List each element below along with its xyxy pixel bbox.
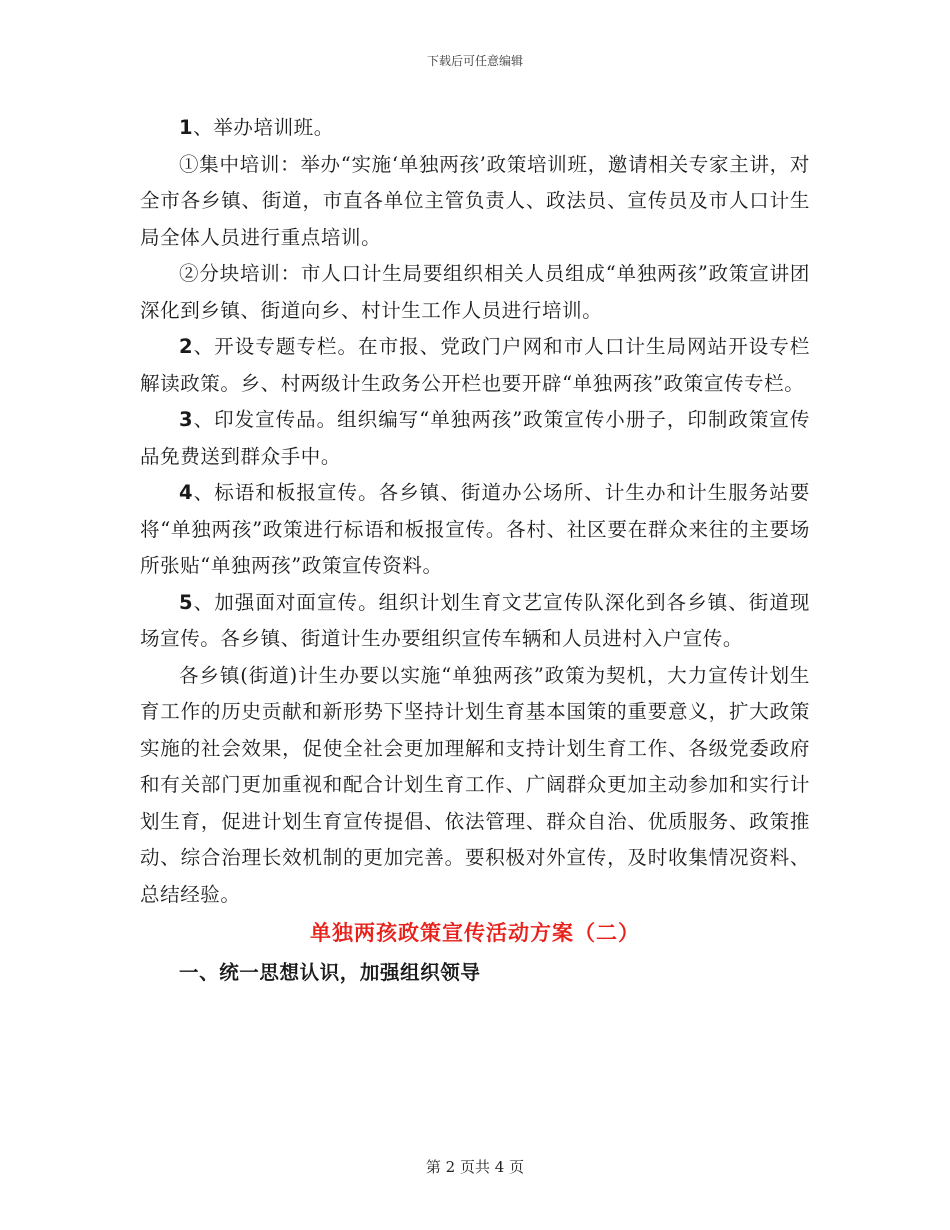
- section-title-red: 单独两孩政策宣传活动方案（二）: [310, 921, 640, 945]
- page-number: 第 2 页共 4 页: [425, 1158, 525, 1176]
- paragraph-7: [140, 585, 810, 658]
- header-note: 下载后可任意编辑: [426, 54, 523, 68]
- paragraph-text: 、标语和板报宣传。各乡镇、街道办公场所、计生办和计生服务站要将“单独两孩”政策进行标语和板报宣传。各村、社区要在群众来往的主要场所张贴“单独两孩”政策宣传资料。: [140, 481, 810, 577]
- paragraph-4: [140, 329, 810, 402]
- section-heading: 一、统一思想认识，加强组织领导: [179, 961, 481, 984]
- paragraph-1: [140, 110, 810, 147]
- item-number: 1: [179, 116, 194, 139]
- paragraph-text: 、印发宣传品。组织编写“单独两孩”政策宣传小册子，印制政策宣传品免费送到群众手中。: [140, 408, 810, 468]
- paragraph-text: 、举办培训班。: [193, 116, 334, 139]
- paragraph-8: 各乡镇(街道)计生办要以实施“单独两孩”政策为契机，大力宣传计划生育工作的历史贡献和新形势下坚持计划生育基本国策的重要意义，扩大政策实施的社会效果，促使全社会更加理解和支持计划生育工作、各级党委政府和有关部门更加重视和配合计划生育工作、广阔群众更加主动参加和实行计划生育，促进计划生育宣传提倡、依法管理、群众自治、优质服务、政策推动、综合治理长效机制的更加完善。要积极对外宣传，及时收集情况资料、总结经验。: [140, 663, 810, 906]
- paragraph-text: 、加强面对面宣传。组织计划生育文艺宣传队深化到各乡镇、街道现场宣传。各乡镇、街道计生办要组织宣传车辆和人员进村入户宣传。: [140, 590, 810, 650]
- item-number: 5: [179, 590, 194, 614]
- paragraph-5: [140, 402, 810, 475]
- paragraph-2: ①集中培训：举办“实施‘单独两孩’政策培训班，邀请相关专家主讲，对全市各乡镇、街道，市直各单位主管负责人、政法员、宣传员及市人口计生局全体人员进行重点培训。: [140, 152, 810, 249]
- item-number: 4: [179, 481, 194, 504]
- paragraph-3: ②分块培训：市人口计生局要组织相关人员组成“单独两孩”政策宣讲团深化到乡镇、街道向乡、村计生工作人员进行培训。: [140, 262, 810, 322]
- paragraph-text: 、开设专题专栏。在市报、党政门户网和市人口计生局网站开设专栏解读政策。乡、村两级计生政务公开栏也要开辟“单独两孩”政策宣传专栏。: [140, 335, 810, 395]
- item-number: 3: [179, 408, 194, 431]
- paragraph-6: [140, 475, 810, 585]
- item-number: 2: [179, 335, 194, 358]
- document-body: [140, 110, 810, 993]
